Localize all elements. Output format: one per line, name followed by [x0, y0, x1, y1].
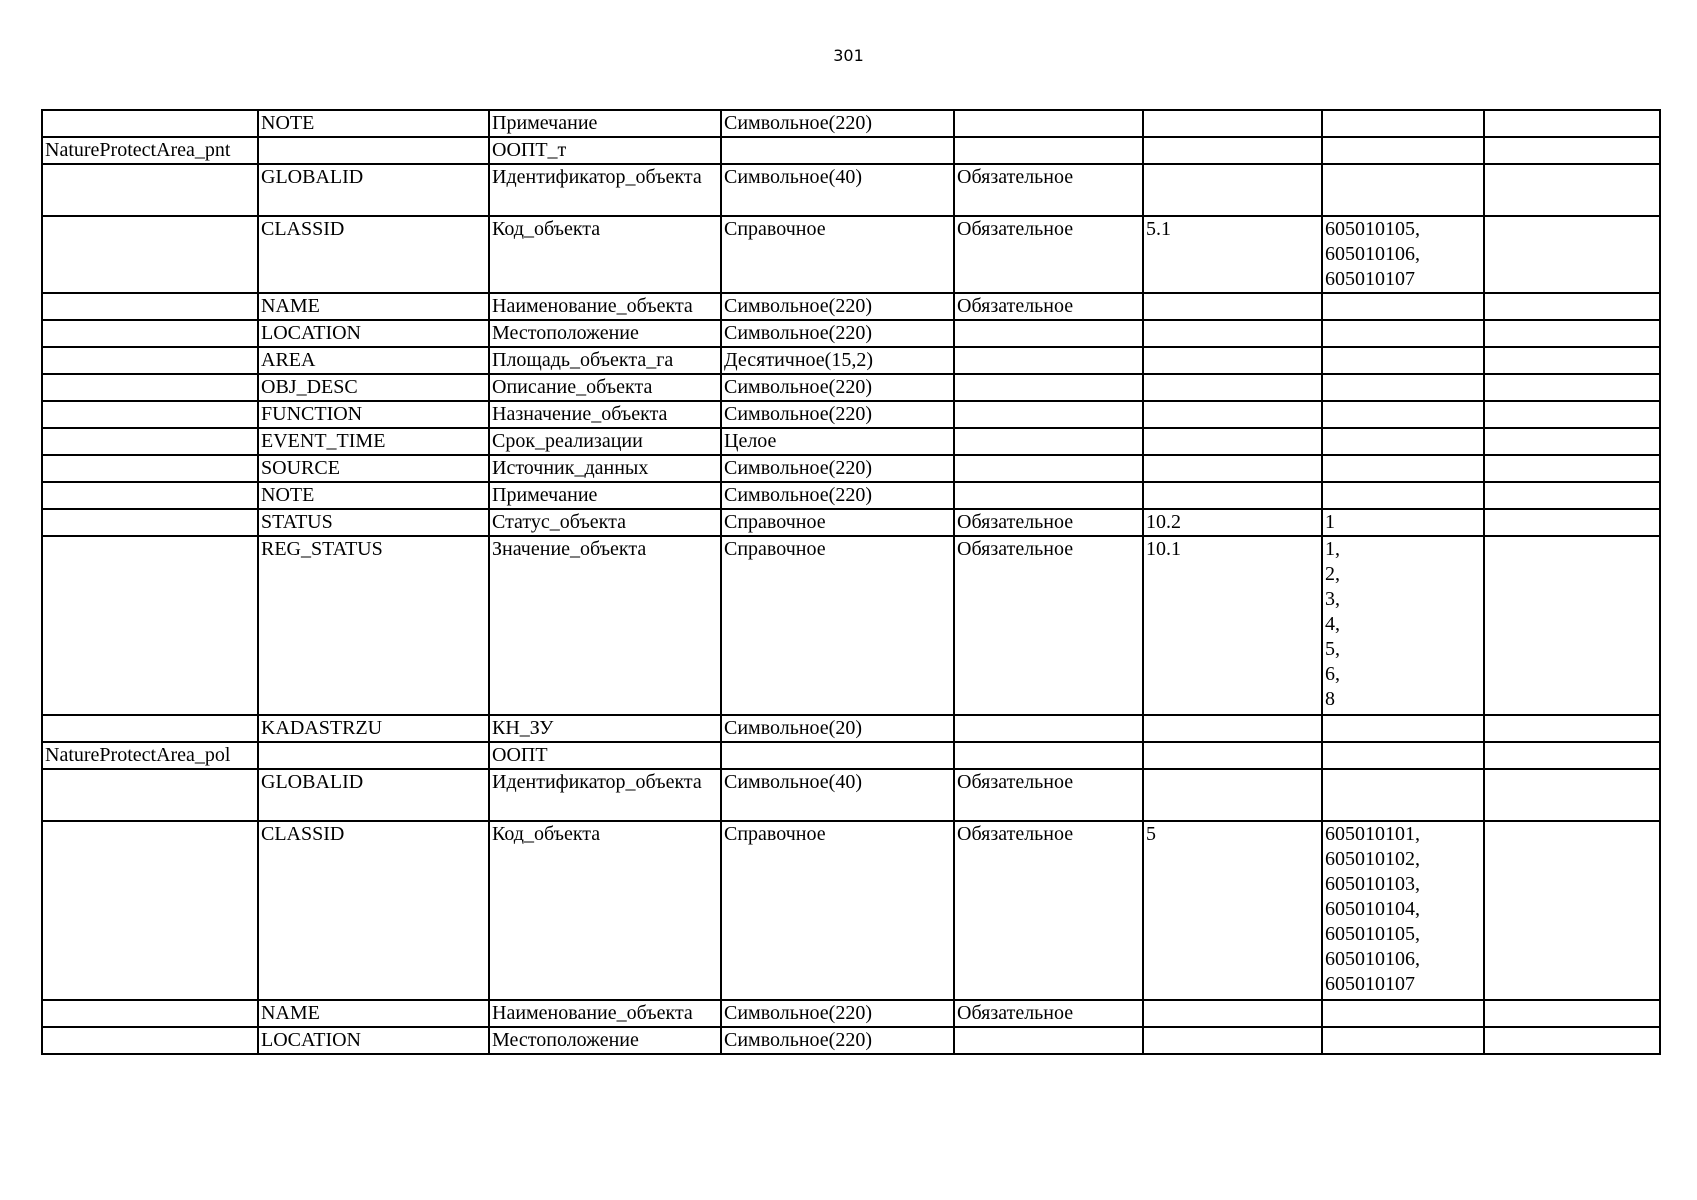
reference-cell: 10.1: [1143, 536, 1322, 715]
table-row: [42, 164, 1660, 216]
field-name-cell: LOCATION: [258, 1027, 489, 1054]
object-class-cell: [42, 347, 258, 374]
field-alias-cell: Статус_объекта: [489, 509, 721, 536]
requirement-cell: Обязательное: [954, 821, 1143, 1000]
field-name-cell: [258, 137, 489, 164]
code-values-cell: [1322, 374, 1484, 401]
requirement-cell: [954, 742, 1143, 769]
reference-cell: [1143, 1000, 1322, 1027]
requirement-cell: [954, 428, 1143, 455]
table-row: [42, 347, 1660, 374]
field-type-cell: Символьное(220): [721, 293, 954, 320]
code-values-cell: [1322, 715, 1484, 742]
requirement-cell: Обязательное: [954, 1000, 1143, 1027]
code-values-cell: 1: [1322, 509, 1484, 536]
table-row: [42, 509, 1660, 536]
table-row: [42, 715, 1660, 742]
field-type-cell: Символьное(220): [721, 374, 954, 401]
extra-cell: [1484, 455, 1660, 482]
field-type-cell: Символьное(220): [721, 1027, 954, 1054]
field-name-cell: LOCATION: [258, 320, 489, 347]
field-type-cell: Справочное: [721, 509, 954, 536]
field-type-cell: Справочное: [721, 821, 954, 1000]
reference-cell: [1143, 715, 1322, 742]
table-row: [42, 821, 1660, 1000]
field-name-cell: GLOBALID: [258, 164, 489, 216]
object-class-cell: [42, 715, 258, 742]
table-row: [42, 293, 1660, 320]
reference-cell: [1143, 293, 1322, 320]
field-alias-cell: ООПТ: [489, 742, 721, 769]
reference-cell: [1143, 164, 1322, 216]
reference-cell: [1143, 482, 1322, 509]
object-class-cell: [42, 320, 258, 347]
field-type-cell: Символьное(220): [721, 1000, 954, 1027]
requirement-cell: [954, 401, 1143, 428]
reference-cell: [1143, 742, 1322, 769]
object-class-cell: [42, 509, 258, 536]
field-alias-cell: ООПТ_т: [489, 137, 721, 164]
field-name-cell: FUNCTION: [258, 401, 489, 428]
field-alias-cell: Наименование_объекта: [489, 1000, 721, 1027]
table-body: [42, 110, 1660, 1054]
table-row: [42, 374, 1660, 401]
reference-cell: [1143, 455, 1322, 482]
requirement-cell: [954, 1027, 1143, 1054]
extra-cell: [1484, 320, 1660, 347]
field-alias-cell: Источник_данных: [489, 455, 721, 482]
field-name-cell: KADASTRZU: [258, 715, 489, 742]
extra-cell: [1484, 769, 1660, 821]
field-name-cell: AREA: [258, 347, 489, 374]
code-values-cell: [1322, 401, 1484, 428]
extra-cell: [1484, 536, 1660, 715]
object-class-cell: [42, 1000, 258, 1027]
object-class-cell: [42, 216, 258, 293]
reference-cell: [1143, 320, 1322, 347]
field-name-cell: NAME: [258, 293, 489, 320]
field-name-cell: GLOBALID: [258, 769, 489, 821]
extra-cell: [1484, 1000, 1660, 1027]
code-values-cell: [1322, 293, 1484, 320]
object-class-cell: [42, 164, 258, 216]
field-alias-cell: Примечание: [489, 482, 721, 509]
reference-cell: [1143, 137, 1322, 164]
field-alias-cell: Срок_реализации: [489, 428, 721, 455]
code-values-cell: [1322, 769, 1484, 821]
object-class-cell: [42, 536, 258, 715]
reference-cell: [1143, 347, 1322, 374]
requirement-cell: [954, 347, 1143, 374]
table-row: [42, 320, 1660, 347]
field-name-cell: NOTE: [258, 110, 489, 137]
table-row: [42, 455, 1660, 482]
field-name-cell: STATUS: [258, 509, 489, 536]
page-number: 301: [833, 46, 864, 65]
reference-cell: [1143, 110, 1322, 137]
field-alias-cell: Примечание: [489, 110, 721, 137]
code-values-cell: [1322, 347, 1484, 374]
extra-cell: [1484, 401, 1660, 428]
table-row: [42, 137, 1660, 164]
code-values-cell: [1322, 482, 1484, 509]
field-type-cell: Справочное: [721, 536, 954, 715]
requirement-cell: Обязательное: [954, 216, 1143, 293]
field-name-cell: CLASSID: [258, 216, 489, 293]
field-type-cell: Символьное(220): [721, 320, 954, 347]
field-alias-cell: Значение_объекта: [489, 536, 721, 715]
reference-cell: 10.2: [1143, 509, 1322, 536]
extra-cell: [1484, 482, 1660, 509]
requirement-cell: [954, 715, 1143, 742]
extra-cell: [1484, 374, 1660, 401]
code-values-cell: [1322, 164, 1484, 216]
field-alias-cell: Описание_объекта: [489, 374, 721, 401]
requirement-cell: [954, 320, 1143, 347]
field-type-cell: Символьное(220): [721, 482, 954, 509]
reference-cell: [1143, 374, 1322, 401]
extra-cell: [1484, 293, 1660, 320]
field-type-cell: Символьное(40): [721, 164, 954, 216]
code-values-cell: [1322, 428, 1484, 455]
extra-cell: [1484, 347, 1660, 374]
requirement-cell: Обязательное: [954, 164, 1143, 216]
requirement-cell: [954, 110, 1143, 137]
field-alias-cell: Местоположение: [489, 1027, 721, 1054]
object-class-cell: [42, 110, 258, 137]
extra-cell: [1484, 137, 1660, 164]
field-alias-cell: Местоположение: [489, 320, 721, 347]
requirement-cell: Обязательное: [954, 293, 1143, 320]
extra-cell: [1484, 110, 1660, 137]
table-row: [42, 769, 1660, 821]
extra-cell: [1484, 742, 1660, 769]
requirement-cell: Обязательное: [954, 769, 1143, 821]
requirement-cell: [954, 455, 1143, 482]
table-row: [42, 428, 1660, 455]
table-row: [42, 536, 1660, 715]
extra-cell: [1484, 216, 1660, 293]
field-type-cell: Целое: [721, 428, 954, 455]
object-class-cell: [42, 482, 258, 509]
code-values-cell: 1, 2, 3, 4, 5, 6, 8: [1322, 536, 1484, 715]
requirement-cell: Обязательное: [954, 536, 1143, 715]
field-alias-cell: Код_объекта: [489, 216, 721, 293]
extra-cell: [1484, 715, 1660, 742]
field-name-cell: REG_STATUS: [258, 536, 489, 715]
reference-cell: 5.1: [1143, 216, 1322, 293]
object-class-cell: [42, 428, 258, 455]
table-row: [42, 1027, 1660, 1054]
reference-cell: [1143, 401, 1322, 428]
code-values-cell: [1322, 455, 1484, 482]
table-row: [42, 1000, 1660, 1027]
table-row: [42, 482, 1660, 509]
field-type-cell: Десятичное(15,2): [721, 347, 954, 374]
object-class-cell: [42, 455, 258, 482]
requirement-cell: [954, 482, 1143, 509]
field-name-cell: EVENT_TIME: [258, 428, 489, 455]
object-class-cell: [42, 769, 258, 821]
object-class-cell: [42, 1027, 258, 1054]
reference-cell: [1143, 769, 1322, 821]
field-type-cell: Справочное: [721, 216, 954, 293]
field-type-cell: [721, 742, 954, 769]
extra-cell: [1484, 164, 1660, 216]
code-values-cell: 605010105, 605010106, 605010107: [1322, 216, 1484, 293]
field-name-cell: NOTE: [258, 482, 489, 509]
requirement-cell: [954, 137, 1143, 164]
code-values-cell: [1322, 742, 1484, 769]
field-alias-cell: Идентификатор_объекта: [489, 164, 721, 216]
extra-cell: [1484, 509, 1660, 536]
object-class-cell: NatureProtectArea_pnt: [42, 137, 258, 164]
requirement-cell: Обязательное: [954, 509, 1143, 536]
table-row: [42, 401, 1660, 428]
object-class-cell: [42, 401, 258, 428]
attribute-table: [41, 109, 1661, 1055]
requirement-cell: [954, 374, 1143, 401]
code-values-cell: 605010101, 605010102, 605010103, 605010104, 605010105, 605010106, 605010107: [1322, 821, 1484, 1000]
field-alias-cell: Код_объекта: [489, 821, 721, 1000]
field-name-cell: [258, 742, 489, 769]
field-alias-cell: Наименование_объекта: [489, 293, 721, 320]
code-values-cell: [1322, 137, 1484, 164]
extra-cell: [1484, 428, 1660, 455]
field-type-cell: [721, 137, 954, 164]
field-name-cell: CLASSID: [258, 821, 489, 1000]
field-type-cell: Символьное(40): [721, 769, 954, 821]
field-alias-cell: Площадь_объекта_га: [489, 347, 721, 374]
object-class-cell: [42, 374, 258, 401]
reference-cell: 5: [1143, 821, 1322, 1000]
table-row: [42, 110, 1660, 137]
reference-cell: [1143, 428, 1322, 455]
field-alias-cell: Назначение_объекта: [489, 401, 721, 428]
table-row: [42, 216, 1660, 293]
field-name-cell: OBJ_DESC: [258, 374, 489, 401]
extra-cell: [1484, 1027, 1660, 1054]
field-alias-cell: КН_ЗУ: [489, 715, 721, 742]
code-values-cell: [1322, 1000, 1484, 1027]
field-type-cell: Символьное(20): [721, 715, 954, 742]
code-values-cell: [1322, 1027, 1484, 1054]
reference-cell: [1143, 1027, 1322, 1054]
field-type-cell: Символьное(220): [721, 455, 954, 482]
extra-cell: [1484, 821, 1660, 1000]
object-class-cell: [42, 293, 258, 320]
object-class-cell: [42, 821, 258, 1000]
field-alias-cell: Идентификатор_объекта: [489, 769, 721, 821]
code-values-cell: [1322, 320, 1484, 347]
field-type-cell: Символьное(220): [721, 401, 954, 428]
table-row: [42, 742, 1660, 769]
field-name-cell: NAME: [258, 1000, 489, 1027]
field-name-cell: SOURCE: [258, 455, 489, 482]
object-class-cell: NatureProtectArea_pol: [42, 742, 258, 769]
field-type-cell: Символьное(220): [721, 110, 954, 137]
code-values-cell: [1322, 110, 1484, 137]
